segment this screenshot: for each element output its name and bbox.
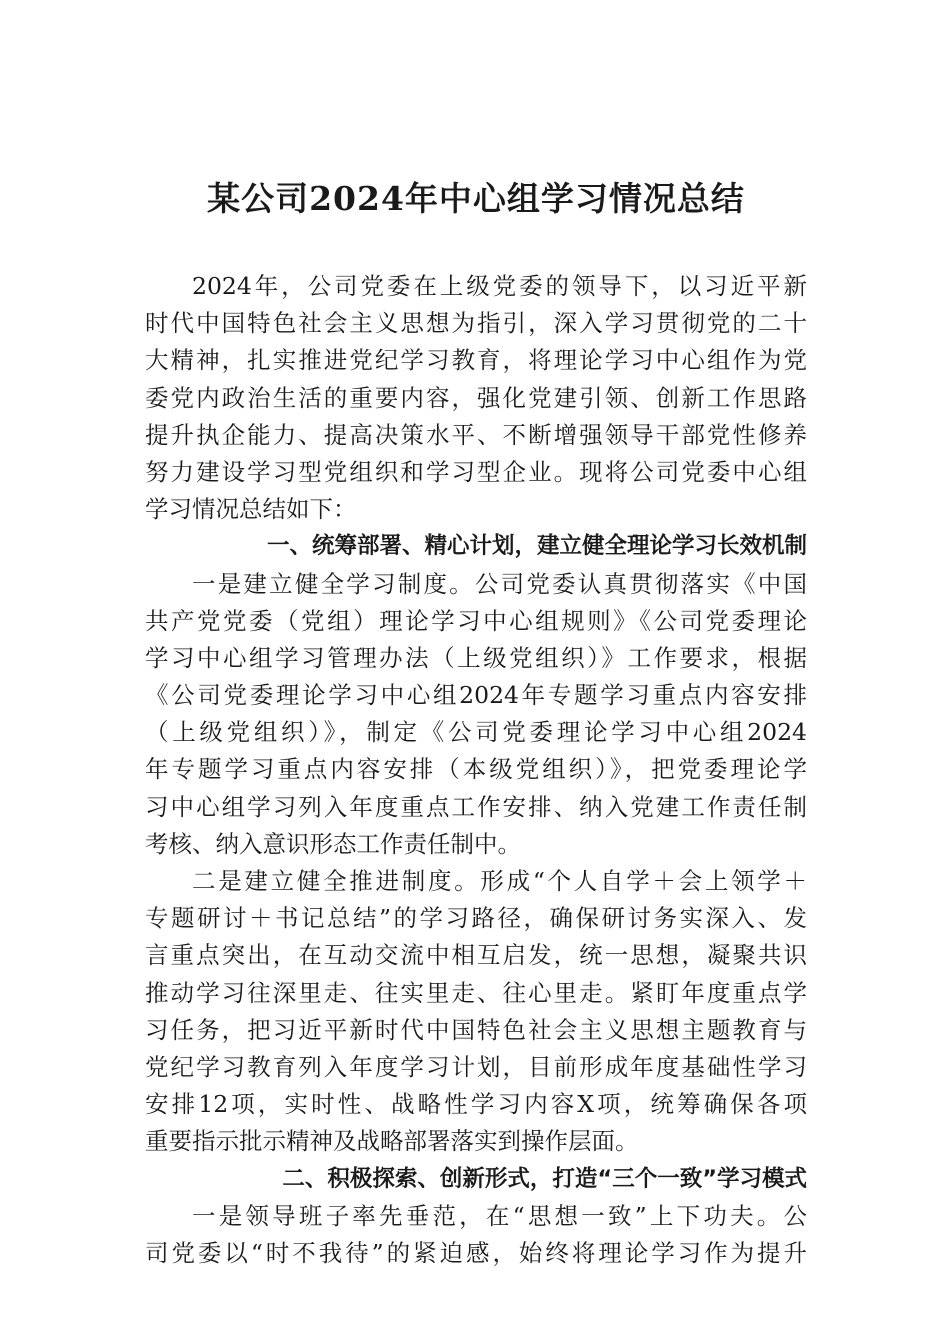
paragraph-line: 考核、纳入意识形态工作责任制中。	[145, 829, 521, 858]
paragraph-line: 重要指示批示精神及战略部署落实到操作层面。	[145, 1127, 639, 1156]
paragraph-line: 委党内政治生活的重要内容，强化党建引领、创新工作思路	[145, 383, 807, 412]
document-body	[145, 268, 807, 1272]
paragraph-line: （上级党组织）》，制定《公司党委理论学习中心组2024	[145, 718, 807, 747]
paragraph-line: 2024年，公司党委在上级党委的领导下，以习近平新	[192, 272, 807, 300]
paragraph-line: 言重点突出，在互动交流中相互启发，统一思想，凝聚共识	[145, 941, 807, 970]
paragraph-line: 《公司党委理论学习中心组2024年专题学习重点内容安排	[145, 681, 807, 710]
paragraph-line: 共产党党委（党组）理论学习中心组规则》《公司党委理论	[145, 606, 807, 635]
paragraph-line: 习中心组学习列入年度重点工作安排、纳入党建工作责任制	[145, 792, 807, 821]
paragraph-line: 推动学习往深里走、往实里走、往心里走。紧盯年度重点学	[145, 978, 807, 1007]
paragraph-line: 一是建立健全学习制度。公司党委认真贯彻落实《中国	[192, 569, 807, 598]
paragraph-line: 时代中国特色社会主义思想为指引，深入学习贯彻党的二十	[145, 309, 807, 338]
document-title: 某公司2024年中心组学习情况总结	[207, 179, 745, 218]
section-heading: 二、积极探索、创新形式，打造“三个一致”学习模式	[282, 1165, 807, 1192]
paragraph-line: 习任务，把习近平新时代中国特色社会主义思想主题教育与	[145, 1015, 807, 1044]
paragraph-line: 安排12项，实时性、战略性学习内容X项，统筹确保各项	[145, 1090, 807, 1119]
paragraph-line: 大精神，扎实推进党纪学习教育，将理论学习中心组作为党	[145, 346, 807, 375]
paragraph-line: 提升执企能力、提高决策水平、不断增强领导干部党性修养	[145, 420, 807, 449]
paragraph-line: 司党委以“时不我待”的紧迫感，始终将理论学习作为提升	[145, 1238, 807, 1267]
paragraph-line: 专题研讨＋书记总结”的学习路径，确保研讨务实深入、发	[145, 904, 807, 933]
paragraph-line: 一是领导班子率先垂范，在“思想一致”上下功夫。公	[192, 1201, 807, 1230]
paragraph-line: 努力建设学习型党组织和学习型企业。现将公司党委中心组	[145, 457, 807, 486]
paragraph-line: 党纪学习教育列入年度学习计划，目前形成年度基础性学习	[145, 1052, 807, 1081]
paragraph-line: 学习中心组学习管理办法（上级党组织）》工作要求，根据	[145, 643, 807, 672]
paragraph-line: 学习情况总结如下：	[145, 495, 357, 524]
section-heading: 一、统筹部署、精心计划，建立健全理论学习长效机制	[266, 533, 807, 560]
paragraph-line: 二是建立健全推进制度。形成“个人自学＋会上领学＋	[192, 867, 807, 895]
paragraph-line: 年专题学习重点内容安排（本级党组织）》，把党委理论学	[145, 755, 807, 784]
